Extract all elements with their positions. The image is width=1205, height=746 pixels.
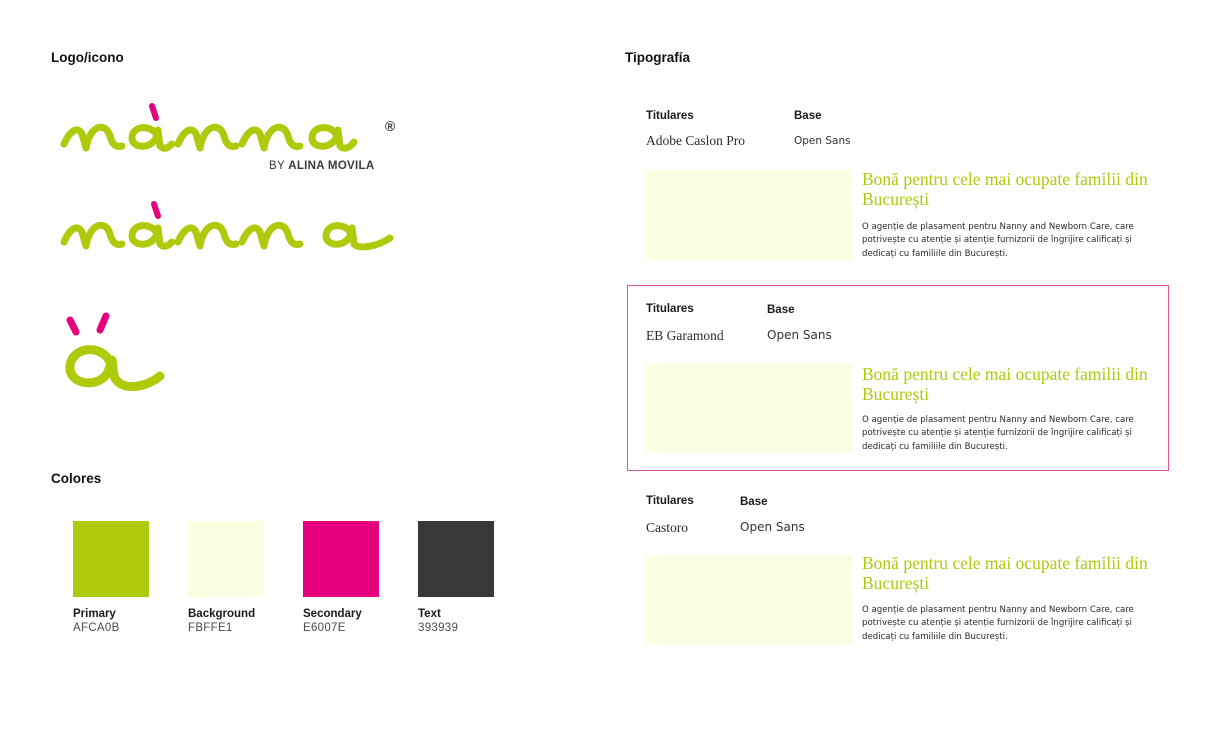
base-label: Base [740, 496, 768, 508]
sample-heading: Bonă pentru cele mai ocupate familii din București [862, 169, 1148, 209]
logo-byline [269, 160, 374, 172]
color-name-text: Text [418, 608, 441, 620]
sample-text: O agenție de plasament pentru Nanny and Newborn Care, care potrivește cu atenție și atenție furnizorii de îngrijire calificați și dedicați cu familiile din București. [862, 222, 1134, 259]
sample-heading: Bonă pentru cele mai ocupate familii din București [862, 364, 1148, 404]
color-hex-secondary: E6007E [303, 622, 346, 634]
head-label: Titulares [646, 110, 694, 122]
image-placeholder [646, 363, 852, 453]
color-swatch-background [188, 521, 264, 597]
color-name-primary: Primary [73, 608, 116, 620]
registered-mark: ® [385, 118, 396, 134]
head-label: Titulares [646, 303, 694, 315]
logo-section-title: Logo/icono [51, 50, 124, 65]
logo-full [60, 100, 405, 180]
base-font-name: Open Sans [794, 135, 851, 147]
typography-section-title: Tipografía [625, 50, 691, 65]
type-option-3[interactable] [627, 477, 1169, 663]
base-font-name: Open Sans [740, 520, 805, 534]
color-swatch-primary [73, 521, 149, 597]
color-swatch-secondary [303, 521, 379, 597]
sample-text: O agenție de plasament pentru Nanny and Newborn Care, care potrivește cu atenție și atenție furnizorii de îngrijire calificați și dedicați cu familiile din București. [862, 605, 1134, 642]
color-hex-background: FBFFE1 [188, 622, 233, 634]
color-swatch-text [418, 521, 494, 597]
color-hex-text: 393939 [418, 622, 459, 634]
base-label: Base [767, 304, 795, 316]
color-hex-primary: AFCA0B [73, 622, 120, 634]
color-name-background: Background [188, 608, 256, 620]
head-font-name: Adobe Caslon Pro [646, 133, 745, 148]
nanna-wordmark-icon [60, 100, 390, 160]
head-font-name: Castoro [646, 520, 688, 535]
image-placeholder [646, 170, 852, 260]
base-font-name: Open Sans [767, 328, 832, 342]
nanna-wordmark-plain-icon [60, 198, 400, 258]
image-placeholder [646, 555, 852, 645]
byline-prefix: BY [269, 160, 289, 172]
base-label: Base [794, 110, 822, 122]
color-name-secondary: Secondary [303, 608, 362, 620]
sample-heading: Bonă pentru cele mai ocupate familii din București [862, 553, 1148, 593]
type-option-1[interactable] [627, 92, 1169, 278]
head-font-name: EB Garamond [646, 328, 724, 343]
head-label: Titulares [646, 495, 694, 507]
colors-section-title: Colores [51, 471, 102, 486]
type-option-2[interactable] [627, 285, 1169, 471]
nanna-icon-mark [60, 310, 170, 400]
sample-text: O agenție de plasament pentru Nanny and Newborn Care, care potrivește cu atenție și atenție furnizorii de îngrijire calificați și dedicați cu familiile din București. [862, 415, 1134, 452]
byline-name: ALINA MOVILA [288, 160, 375, 172]
